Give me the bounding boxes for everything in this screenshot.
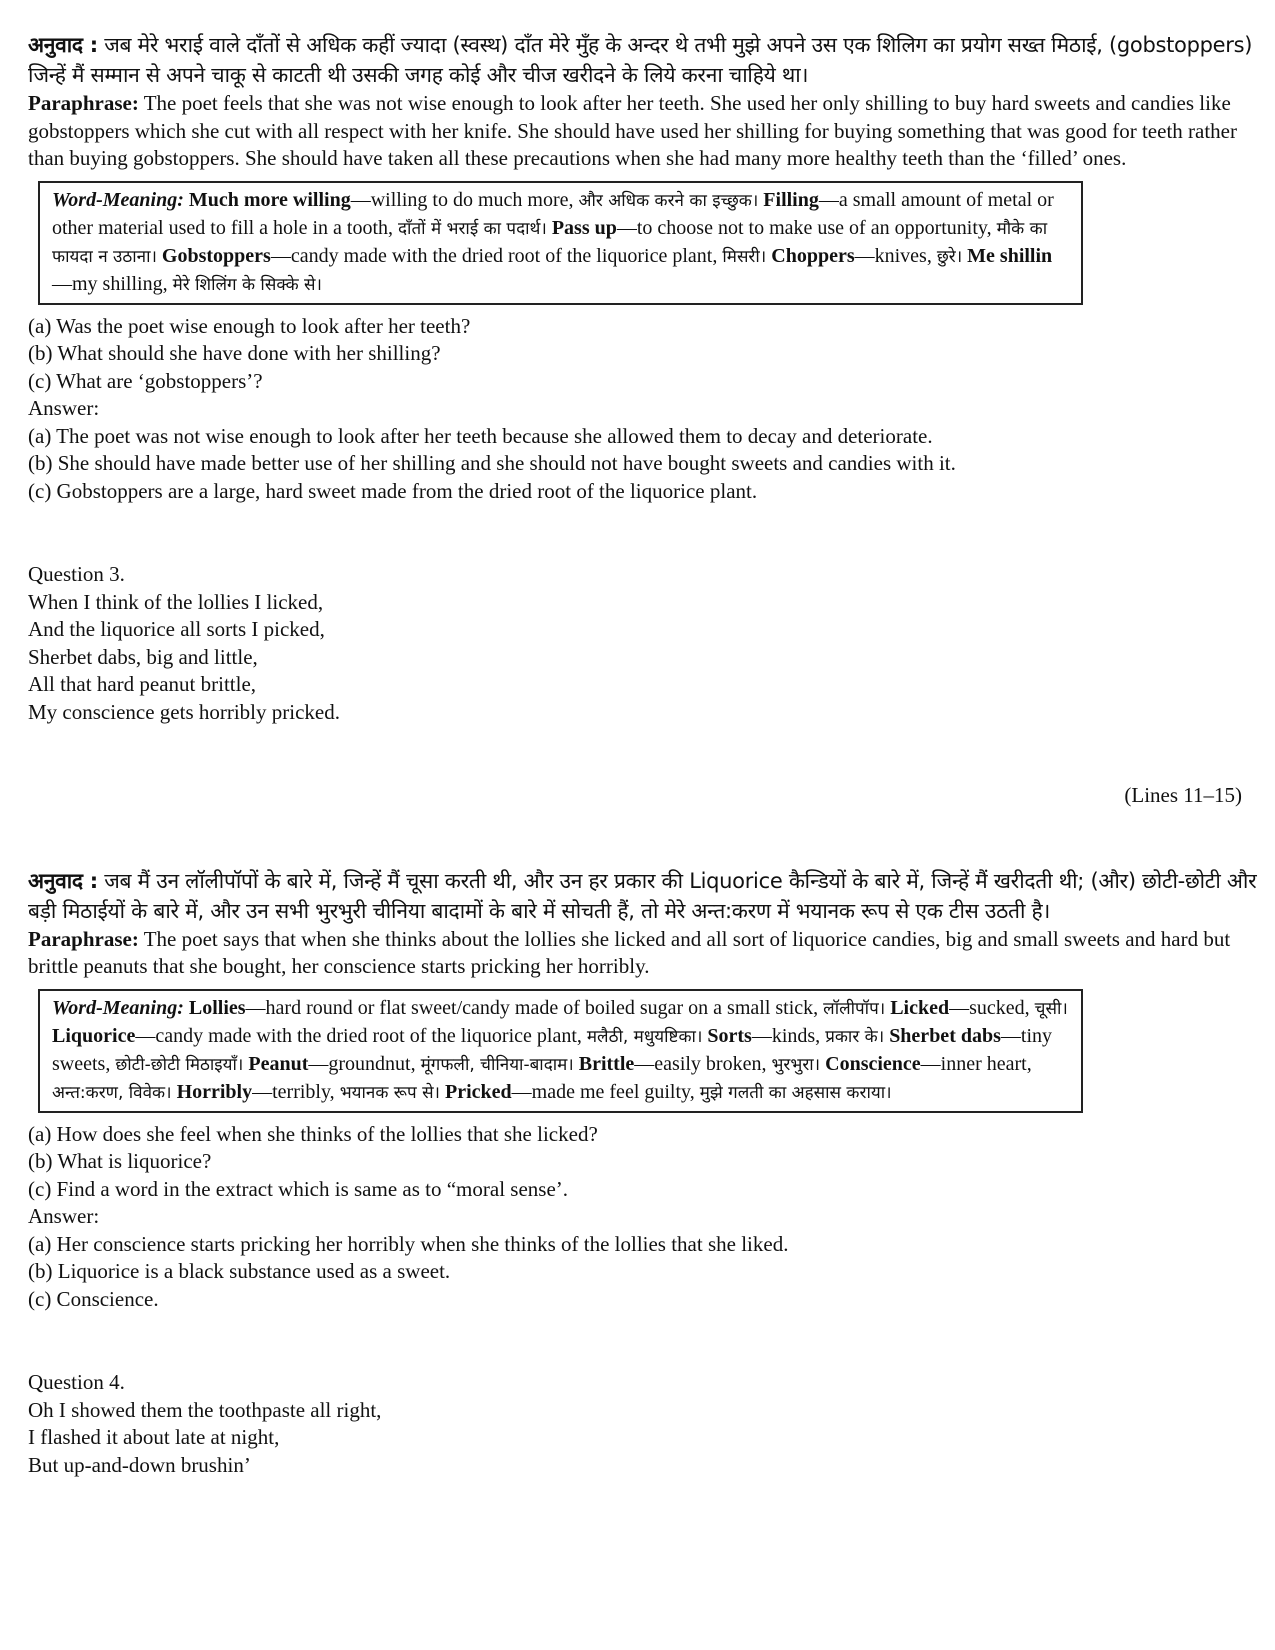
word-meaning-label: Word-Meaning: xyxy=(52,188,184,211)
word-meaning-hindi: छोटी-छोटी मिठाइयाँ। xyxy=(115,1054,244,1075)
poem-line: All that hard peanut brittle, xyxy=(28,672,257,696)
answer-label: Answer: xyxy=(28,1204,100,1228)
question-heading: Question 4. xyxy=(28,1370,125,1394)
word-meaning-hindi: मिसरी। xyxy=(722,246,767,267)
word-meaning-hindi: लॉलीपॉप। xyxy=(823,998,886,1019)
word-meaning-definition: —made me feel guilty, xyxy=(511,1080,700,1103)
word-meaning-hindi: मुझे गलती का अहसास कराया। xyxy=(699,1082,892,1103)
poem-line: But up-and-down brushin’ xyxy=(28,1452,251,1477)
answer-item: (a) The poet was not wise enough to look after her teeth because she allowed them to decay and deteriorate. xyxy=(28,423,933,448)
translation-paragraph xyxy=(28,30,1258,90)
word-meaning-term: Brittle xyxy=(578,1052,635,1075)
word-meaning-term: Pricked xyxy=(445,1080,512,1103)
question-list xyxy=(28,1121,1258,1204)
word-meaning-term: Lollies xyxy=(188,996,246,1019)
poem-line: My conscience gets horribly pricked. xyxy=(28,699,340,724)
word-meaning-definition: —candy made with the dried root of the liquorice plant, xyxy=(270,244,723,267)
paraphrase-paragraph xyxy=(28,90,1258,173)
paraphrase-label: Paraphrase: xyxy=(28,926,139,951)
answer-item: (b) She should have made better use of her shilling and she should not have bought sweets and candies with it. xyxy=(28,451,956,475)
paraphrase-text: The poet feels that she was not wise enough to look after her teeth. She used her only shilling to buy hard sweets and candies like gobstoppers which she cut with all respect with her knife. She should have used her shilling for buying something that was good for teeth rather than buying gobstoppers. She should have taken all these precautions when she had many more healthy teeth than the ‘filled’ ones. xyxy=(28,91,1237,170)
answer-list xyxy=(28,423,1258,506)
poem-line: I flashed it about late at night, xyxy=(28,1425,280,1449)
question-item: (b) What should she have done with her shilling? xyxy=(28,341,441,365)
translation-label: अनुवाद : xyxy=(28,868,98,893)
answer-label: Answer: xyxy=(28,396,100,420)
answer-item: (b) Liquorice is a black substance used as a sweet. xyxy=(28,1259,451,1283)
question-list xyxy=(28,313,1258,396)
word-meaning-definition: —groundnut, xyxy=(308,1052,421,1075)
word-meaning-term: Pass up xyxy=(551,216,617,239)
word-meaning-definition: —hard round or flat sweet/candy made of boiled sugar on a small stick, xyxy=(245,996,824,1019)
word-meaning-term: Much more willing xyxy=(188,188,351,211)
question-item: (a) How does she feel when she thinks of the lollies that she licked? xyxy=(28,1121,598,1146)
question-item: (a) Was the poet wise enough to look after her teeth? xyxy=(28,313,471,338)
question-item: (c) Find a word in the extract which is same as to “moral sense’. xyxy=(28,1176,569,1201)
word-meaning-hindi: मूंगफली, चीनिया-बादाम। xyxy=(420,1054,574,1075)
word-meaning-hindi: प्रकार के। xyxy=(825,1026,885,1047)
word-meaning-term: Liquorice xyxy=(52,1024,136,1047)
word-meaning-definition: —easily broken, xyxy=(634,1052,772,1075)
poem-line: And the liquorice all sorts I picked, xyxy=(28,617,325,641)
poem-extract xyxy=(28,589,1258,727)
document-page xyxy=(28,6,1258,1479)
word-meaning-definition: —to choose not to make use of an opportunity, xyxy=(616,216,997,239)
word-meaning-definition: —tiny sweets, xyxy=(52,1024,1053,1075)
word-meaning-term: Licked xyxy=(890,996,950,1019)
word-meaning-hindi: मौके का फायदा न उठाना। xyxy=(52,218,1048,267)
answer-item: (c) Gobstoppers are a large, hard sweet made from the dried root of the liquorice plant. xyxy=(28,478,758,503)
poem-line: When I think of the lollies I licked, xyxy=(28,589,324,614)
word-meaning-term: Me shillin xyxy=(967,244,1053,267)
question-heading: Question 3. xyxy=(28,562,125,586)
word-meaning-box xyxy=(38,181,1083,305)
word-meaning-hindi: छुरे। xyxy=(936,246,963,267)
word-meaning-hindi: दाँतों में भराई का पदार्थ। xyxy=(398,218,547,239)
word-meaning-term: Horribly xyxy=(176,1080,253,1103)
word-meaning-definition: —kinds, xyxy=(751,1024,826,1047)
translation-paragraph xyxy=(28,866,1258,926)
word-meaning-term: Gobstoppers xyxy=(161,244,271,267)
word-meaning-definition: —my shilling, xyxy=(52,272,173,295)
word-meaning-definition: —a small amount of metal or other material used to fill a hole in a tooth, xyxy=(52,188,1054,239)
answer-item: (a) Her conscience starts pricking her horribly when she thinks of the lollies that she liked. xyxy=(28,1231,789,1256)
word-meaning-label: Word-Meaning: xyxy=(52,996,184,1019)
answer-item: (c) Conscience. xyxy=(28,1286,159,1311)
word-meaning-definition: —terribly, xyxy=(252,1080,340,1103)
word-meaning-hindi: भुरभुरा। xyxy=(771,1054,821,1075)
word-meaning-term: Choppers xyxy=(771,244,855,267)
word-meaning-hindi: मेरे शिलिंग के सिक्के से। xyxy=(172,274,322,295)
word-meaning-hindi: भयानक रूप से। xyxy=(339,1082,440,1103)
word-meaning-term: Sherbet dabs xyxy=(889,1024,1001,1047)
translation-text: जब मैं उन लॉलीपॉपों के बारे में, जिन्हें मैं चूसा करती थी, और उन हर प्रकार की Liquorice कैन्डियों के बारे में, जिन्हें मैं खरीदती थी; (और) छोटी-छोटी और बड़ी मिठाईयों के बारे में, और उन सभी भुरभुरी चीनिया बादामों के बारे में सोचती हैं, तो मेरे अन्त:करण में भयानक रूप से एक टीस उठती है। xyxy=(28,868,1257,923)
translation-text: जब मेरे भराई वाले दाँतों से अधिक कहीं ज्यादा (स्वस्थ) दाँत मेरे मुँह के अन्दर थे तभी मुझे अपने उस एक शिलिग का प्रयोग सख्त मिठाई, (gobstoppers) जिन्हें मैं सम्मान से अपने चाकू से काटती थी उसकी जगह कोई और चीज खरीदने के लिये करना चाहिये था। xyxy=(28,33,1253,87)
word-meaning-definition: —sucked, xyxy=(949,996,1035,1019)
question-item: (b) What is liquorice? xyxy=(28,1149,212,1173)
word-meaning-hindi: चूसी। xyxy=(1034,998,1068,1019)
paraphrase-text: The poet says that when she thinks about the lollies she licked and all sort of liquorice candies, big and small sweets and hard but brittle peanuts that she bought, her conscience starts pricking her horribly. xyxy=(28,926,1231,978)
word-meaning-hindi: अन्त:करण, विवेक। xyxy=(52,1082,172,1103)
word-meaning-definition: —inner heart, xyxy=(920,1052,1032,1075)
word-meaning-term: Peanut xyxy=(248,1052,309,1075)
word-meaning-hindi: मलैठी, मधुयष्टिका। xyxy=(586,1026,703,1047)
paraphrase-paragraph xyxy=(28,926,1258,981)
word-meaning-hindi: और अधिक करने का इच्छुक। xyxy=(578,190,759,211)
poem-line: Oh I showed them the toothpaste all right, xyxy=(28,1397,382,1422)
word-meaning-term: Sorts xyxy=(707,1024,752,1047)
poem-line: Sherbet dabs, big and little, xyxy=(28,644,258,669)
translation-label: अनुवाद : xyxy=(28,33,98,57)
paraphrase-label: Paraphrase: xyxy=(28,91,139,115)
word-meaning-definition: —candy made with the dried root of the liquorice plant, xyxy=(135,1024,587,1047)
poem-extract xyxy=(28,1397,1258,1480)
word-meaning-term: Filling xyxy=(763,188,819,211)
word-meaning-definition: —willing to do much more, xyxy=(350,188,579,211)
word-meaning-term: Conscience xyxy=(825,1052,921,1075)
lines-reference: (Lines 11–15) xyxy=(1124,783,1242,807)
word-meaning-definition: —knives, xyxy=(854,244,937,267)
answer-list xyxy=(28,1231,1258,1314)
word-meaning-box xyxy=(38,989,1083,1113)
question-item: (c) What are ‘gobstoppers’? xyxy=(28,368,263,393)
